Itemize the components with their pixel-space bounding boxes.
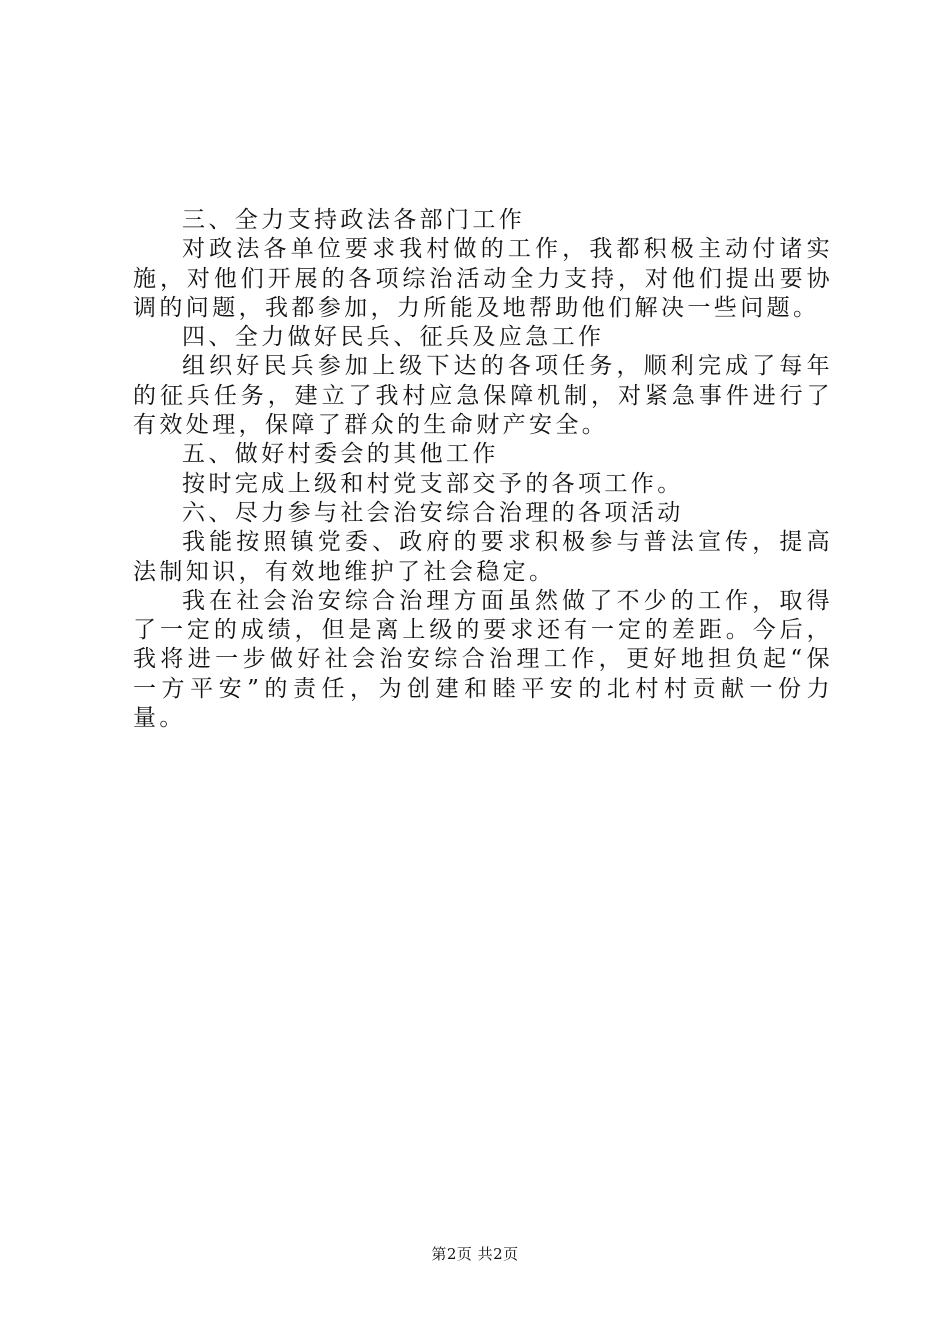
body-paragraph: 我能按照镇党委、政府的要求积极参与普法宣传，提高法制知识，有效地维护了社会稳定。 [133, 529, 833, 585]
section-heading: 三、全力支持政法各部门工作 [182, 207, 526, 233]
body-paragraph: 对政法各单位要求我村做的工作，我都积极主动付诸实施，对他们开展的各项综治活动全力支持，对他们提出要协调的问题，我都参加，力所能及地帮助他们解决一些问题。 [133, 236, 833, 321]
section-heading: 六、尽力参与社会治安综合治理的各项活动 [182, 499, 684, 526]
section-heading: 五、做好村委会的其他工作 [182, 441, 499, 468]
body-paragraph: 组织好民兵参加上级下达的各项任务，顺利完成了每年的征兵任务，建立了我村应急保障机制，对紧急事件进行了有效处理，保障了群众的生命财产安全。 [133, 353, 833, 439]
body-paragraph: 按时完成上级和村党支部交予的各项工作。 [182, 470, 684, 497]
page-number-label: 第2页 共2页 [431, 1245, 519, 1263]
section-heading: 四、全力做好民兵、征兵及应急工作 [182, 324, 605, 351]
document-body [133, 206, 833, 733]
page-footer [0, 1243, 950, 1264]
body-paragraph: 我在社会治安综合治理方面虽然做了不少的工作，取得了一定的成绩，但是离上级的要求还有一定的差距。今后，我将进一步做好社会治安综合治理工作，更好地担负起“保一方平安”的责任，为创建和睦平安的北村村贡献一份力量。 [133, 587, 833, 732]
